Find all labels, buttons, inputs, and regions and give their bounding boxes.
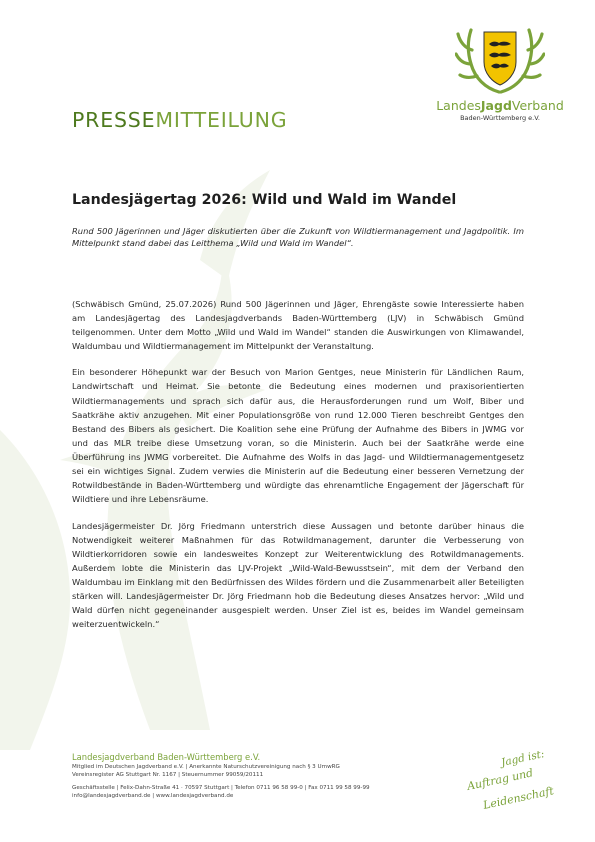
press-release-heading: PRESSEMITTEILUNG [72, 108, 288, 132]
slogan-line-3: Leidenschaft [481, 784, 555, 812]
slogan [462, 748, 582, 812]
document-title: Landesjägertag 2026: Wild und Wald im Wandel [72, 192, 457, 208]
body-paragraph: (Schwäbisch Gmünd, 25.07.2026) Rund 500 Jägerinnen und Jäger, Ehrengäste sowie Interessierte haben am Landesjägertag des Landesjagdverbands Baden-Württemberg (LJV) in Schwäbisch Gmünd teilgenommen. Unter dem Motto „Wild und Wald im Wandel“ standen die Auswirkungen von Klimawandel, Waldumbau und Wildtiermanagement im Mittelpunkt der Veranstaltung. [72, 299, 524, 352]
footer-membership: Mitglied im Deutschen Jagdverband e.V. | Anerkannte Naturschutzvereinigung nach § 3 UmwRG [72, 764, 340, 770]
footer-contact-links[interactable]: info@landesjagdverband.de | www.landesjagdverband.de [72, 793, 234, 800]
body-text [72, 297, 524, 644]
ljv-logo[interactable] [430, 24, 570, 122]
slogan-line-2: Auftrag und [465, 766, 535, 793]
body-paragraph: Landesjägermeister Dr. Jörg Friedmann unterstrich diese Aussagen und betonte darüber hinaus die Notwendigkeit weiterer Maßnahmen für das Rotwildmanagement, darunter die Verbesserung von Wildtierkorridoren sowie ein landesweites Konzept zur Weiterentwicklung des Rotwildmanagements. Außerdem lobte die Ministerin das LJV-Projekt „Wild-Wald-Bewusstsein“, mit dem der Verband den Waldumbau im Einklang mit den Bedürfnissen des Wildes fördern und die Zusammenarbeit aller Beteiligten stärken will. Landesjägermeister Dr. Jörg Friedmann hob die Bedeutung dieses Ansatzes hervor: „Wild und Wald dürfen nicht gegeneinander ausgespielt werden. Unser Ziel ist es, beides im Wandel gemeinsam weiterzuentwickeln.“ [72, 520, 524, 630]
footer-register: Vereinsregister AG Stuttgart Nr. 1167 | Steuernummer 99059/20111 [72, 772, 264, 779]
footer [72, 752, 432, 801]
footer-org-name: Landesjagdverband Baden-Württemberg e.V. [72, 752, 261, 762]
org-name: LandesJagdVerband [436, 98, 564, 113]
body-paragraph: Ein besonderer Höhepunkt war der Besuch von Marion Gentges, neue Ministerin für Ländlichen Raum, Landwirtschaft und Heimat. Sie betonte die Bedeutung eines modernen und praxisorientierten Wildtiermanagements und sprach sich dafür aus, die Herausforderungen rund um Wolf, Biber und Saatkrähe aktiv anzugehen. Mit einer Populationsgröße von rund 12.000 Tieren beschreibt Gentges den Bestand des Bibers als gesichert. Die Koalition sehe eine Prüfung der Aufnahme des Bibers in JWMG vor und das MLR treibe diese Umsetzung voran, so die Ministerin. Auch bei der Saatkrähe werde eine Überführung ins JWMG vorbereitet. Die Aufnahme des Wolfs in das Jagd- und Wildtiermanagementgesetz sei ein wichtiges Signal. Zudem verwies die Ministerin auf die Bedeutung einer besseren Vernetzung der Rotwildbestände in Baden-Württemberg und würdigte das ehrenamtliche Engagement der Jägerschaft für Wildtiere und ihre Lebensräume. [72, 367, 524, 505]
slogan-line-1: Jagd ist: [500, 748, 546, 769]
antler-shield-icon [455, 24, 545, 96]
footer-address: Geschäftsstelle | Felix-Dahn-Straße 41 · 70597 Stuttgart | Telefon 0711 96 58 99-0 | Fax 0711 99 58 99-99 [72, 784, 370, 791]
org-subtitle: Baden-Württemberg e.V. [460, 114, 540, 122]
lead-paragraph: Rund 500 Jägerinnen und Jäger diskutierten über die Zukunft von Wildtiermanagement und Jagdpolitik. Im Mittelpunkt stand dabei das Leitthema „Wild und Wald im Wandel“. [72, 226, 524, 249]
